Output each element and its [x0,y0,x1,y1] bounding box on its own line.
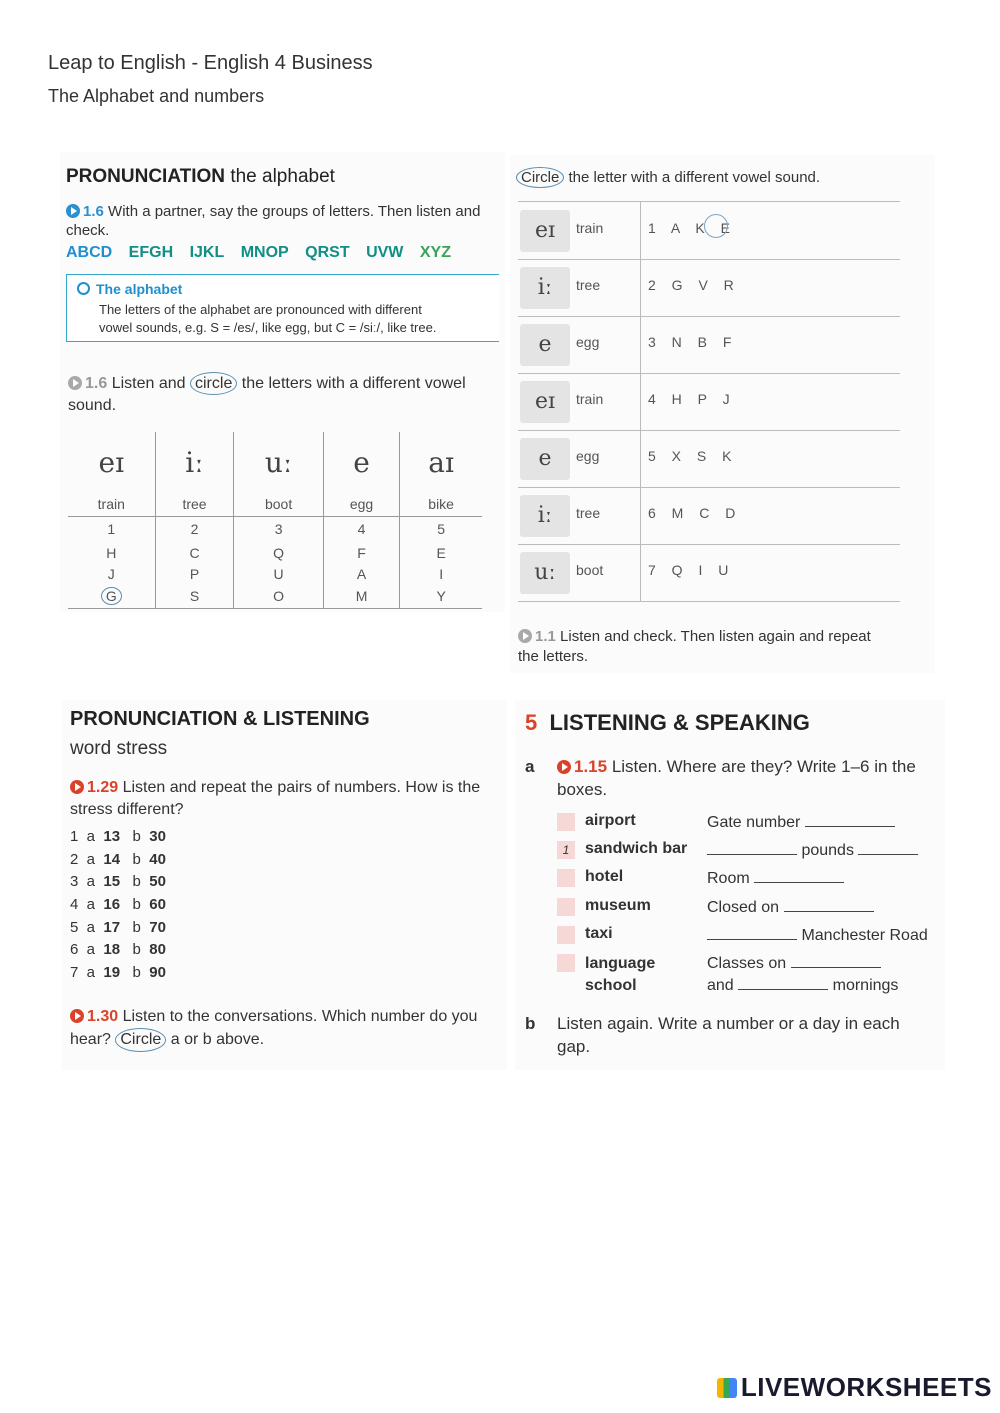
number-pair-row: 4 a 16 b 60 [70,896,166,914]
place-name: hotel [585,868,624,885]
phonetic-picture: e [520,324,570,366]
instruction-2: 1.6 Listen and circle the letters with a different vowel sound. [68,372,488,416]
phonetic-picture: eɪ [520,381,570,423]
sound-word: tree [576,277,601,293]
sound-word: train [576,220,604,236]
answer-gap[interactable] [784,897,874,912]
phonetic-symbol: aɪ [428,445,454,479]
list-item [557,840,947,862]
phonetic-picture: iː [520,495,570,537]
phonetic-symbol: eɪ [98,445,125,479]
audio-icon[interactable] [66,204,80,218]
section-title: 5 LISTENING & SPEAKING [525,710,810,735]
sound-word: boot [234,492,323,516]
list-item [557,868,947,890]
letter-options[interactable]: 6 M C D [648,505,739,521]
worksheet-title: Leap to English - English 4 Business [48,52,373,74]
number-pair-row: 6 a 18 b 80 [70,941,166,959]
phonetic-picture: e [520,438,570,480]
column-number: 4 [323,516,399,542]
place-name: museum [585,897,651,914]
letter-cell[interactable]: A [323,563,399,584]
sound-word: train [97,495,125,512]
place-name: language school [585,955,656,994]
places-list [557,812,947,1002]
gap-text: Classes on and mornings [707,955,899,994]
letter-groups [66,244,463,262]
letter-group: EFGH [128,244,174,261]
column-number: 5 [400,516,482,542]
letter-cell[interactable]: U [234,563,323,584]
search-icon [77,282,90,295]
answer-box[interactable] [557,869,575,887]
letter-cell[interactable]: O [234,584,323,608]
logo-icon [717,1378,737,1398]
letter-options[interactable]: 1 A K E [648,220,733,236]
column-number: 3 [234,516,323,542]
list-item [518,316,900,374]
list-item [518,259,900,317]
sound-word: tree [155,492,234,516]
phonetic-symbol: uː [264,445,293,479]
letter-cell[interactable]: S [155,584,234,608]
audio-icon[interactable] [70,1009,84,1023]
audio-icon[interactable] [557,760,571,774]
instruction-1: 1.29 Listen and repeat the pairs of numbers. How is the stress different? [70,779,481,818]
sound-word: train [576,391,604,407]
letter-cell[interactable]: Q [234,542,323,563]
answer-box[interactable] [557,954,575,972]
audio-icon[interactable] [68,376,82,390]
note-text-1: The letters of the alphabet are pronounced with different [99,302,422,317]
number-pair-row: 1 a 13 b 30 [70,828,166,845]
sound-word: egg [576,334,600,350]
answer-gap[interactable] [858,840,918,855]
answer-circle [704,214,728,238]
list-item [557,897,947,919]
part-b-label: b [525,1014,536,1033]
list-item [518,373,900,431]
instruction-2: 1.30 Listen to the conversations. Which number do you hear? Circle a or b above. [70,1006,506,1052]
letter-group: ABCD [66,244,113,261]
letter-cell[interactable]: C [155,542,234,563]
circle-letter-section [510,155,935,673]
list-item [557,925,947,947]
answer-box[interactable]: 1 [557,841,575,859]
audio-icon[interactable] [518,629,532,643]
sound-word: egg [323,492,399,516]
alphabet-note-box [66,274,499,342]
part-a-instruction: 1.15 Listen. Where are they? Write 1–6 in the boxes. [557,757,916,799]
phonetic-picture: uː [520,552,570,594]
phonetic-picture: iː [520,267,570,309]
liveworksheets-logo: LIVEWORKSHEETS [717,1372,992,1403]
letter-options[interactable]: 4 H P J [648,391,733,407]
answer-gap[interactable] [791,953,881,968]
section-title: PRONUNCIATION the alphabet [66,166,335,187]
vowel-sound-table [68,432,482,609]
number-pair-row: 2 a 14 b 40 [70,850,166,868]
letter-cell[interactable]: H [106,544,117,561]
letter-group: MNOP [240,244,289,261]
phonetic-symbol: iː [185,445,204,479]
column-number: 2 [155,516,234,542]
place-name: airport [585,812,636,829]
letter-options[interactable]: 7 Q I U [648,562,732,578]
letter-cell[interactable]: E [400,542,482,563]
worksheet-subtitle: The Alphabet and numbers [48,86,265,106]
phonetic-symbol: e [353,445,370,479]
gap-text: Gate number [707,812,895,832]
number-pair-row: 3 a 15 b 50 [70,873,166,891]
letter-cell[interactable]: I [400,563,482,584]
sound-word: bike [400,492,482,516]
part-b-instruction: Listen again. Write a number or a day in each gap. [557,1014,900,1056]
answer-gap[interactable] [754,868,844,883]
answer-gap[interactable] [707,840,797,855]
list-item [518,202,900,260]
letter-cell[interactable]: Y [400,584,482,608]
note-text-2: vowel sounds, e.g. S = /es/, like egg, but C = /siː/, like tree. [99,320,437,335]
gap-text: Closed on [707,897,874,917]
letter-cell[interactable]: F [323,542,399,563]
audio-icon[interactable] [70,780,84,794]
column-number: 1 [107,521,116,538]
place-name: sandwich bar [585,840,688,857]
check-instruction: 1.1 Listen and check. Then listen again and repeat the letters. [518,628,871,665]
answer-box[interactable] [557,926,575,944]
letter-cell[interactable]: M [323,584,399,608]
note-title: The alphabet [77,281,182,297]
letter-cell-circled[interactable]: G [101,587,122,605]
number-pair-row: 5 a 17 b 70 [70,918,166,936]
word-stress-section [62,700,507,1070]
letter-options[interactable]: 3 N B F [648,334,735,350]
circle-letter-list [518,202,900,606]
gap-text: Manchester Road [707,925,928,945]
letter-group: IJKL [189,244,225,261]
sound-word: boot [576,562,604,578]
sound-word: tree [576,505,601,521]
part-a-label: a [525,757,535,776]
section-title: PRONUNCIATION & LISTENING [70,708,370,730]
number-pair-row: 7 a 19 b 90 [70,964,166,982]
list-item [518,544,900,602]
answer-gap[interactable] [707,925,797,940]
letter-cell[interactable]: J [107,565,115,582]
alphabet-section [60,152,505,612]
answer-box[interactable] [557,898,575,916]
section-subtitle: word stress [70,738,168,759]
letter-cell[interactable]: P [155,563,234,584]
instruction-1: 1.6 With a partner, say the groups of letters. Then listen and check. [66,203,481,239]
answer-gap[interactable] [805,812,895,827]
letter-group: QRST [305,244,350,261]
circle-instruction: Circle the letter with a different vowel sound. [516,167,820,188]
listening-section [515,700,945,1070]
gap-text: Room [707,868,844,888]
answer-gap[interactable] [738,975,828,990]
list-item [518,487,900,545]
place-name: taxi [585,925,613,942]
letter-group: XYZ [419,244,451,261]
answer-box[interactable] [557,813,575,831]
gap-text: pounds [707,840,918,860]
list-item [557,953,947,999]
letter-options[interactable]: 2 G V R [648,277,737,293]
phonetic-picture: eɪ [520,210,570,252]
list-item [518,430,900,488]
number-pairs-list [70,828,270,987]
sound-word: egg [576,448,600,464]
letter-group: UVW [366,244,404,261]
list-item [557,812,947,834]
letter-options[interactable]: 5 X S K [648,448,735,464]
